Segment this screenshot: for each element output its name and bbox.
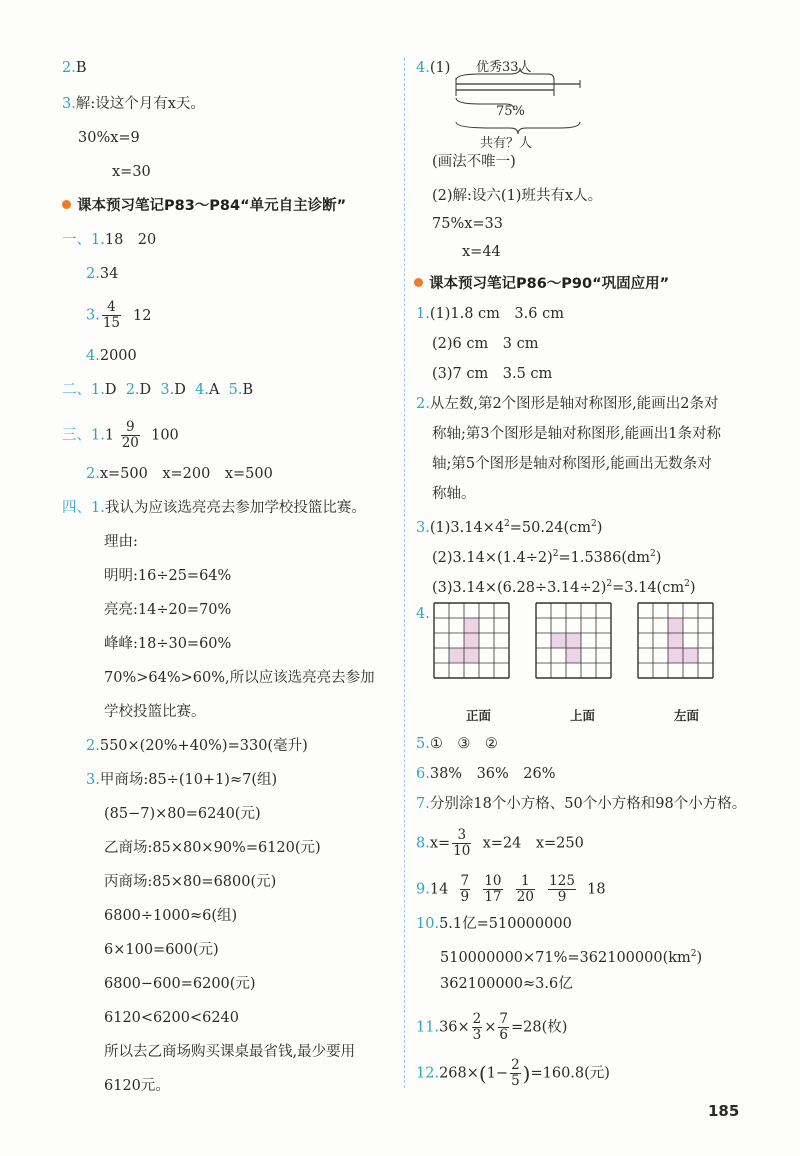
bullet-dot xyxy=(62,200,71,209)
fraction: $\frac{3}{10}$ xyxy=(453,827,471,859)
shaded-cell xyxy=(464,648,479,663)
front-view-grid xyxy=(434,603,509,678)
answer-line: (2)解:设六(1)班共有x人。 xyxy=(432,188,603,204)
answer-line: 所以去乙商场购买课桌最省钱,最少要用 xyxy=(104,1044,356,1060)
answer-line: $3.(1)3.14\times 4^2=50.24(cm^2)$ xyxy=(416,519,603,536)
answer-line: 6800÷1000≈6(组) xyxy=(104,908,238,924)
answer-line: 称轴。 xyxy=(432,486,476,502)
answer-line: 四、1.我认为应该选亮亮去参加学校投篮比赛。 xyxy=(62,500,366,516)
answer-line: $(3)3.14\times(6.28\div 3.14\div 2)^2=3.14(cm^2)$ xyxy=(432,579,696,596)
answer-line: 11.36× $\frac{2}{3}$ × $\frac{7}{6}$ =28(枚) xyxy=(416,1011,568,1043)
answer-line: 1.(1)1.8 cm 3.6 cm xyxy=(416,306,564,322)
diagram-bottom-label: 共有？人 xyxy=(480,136,533,151)
answer-line: 6120<6200<6240 xyxy=(104,1010,240,1026)
top-view-label: 上面 xyxy=(570,708,596,723)
answer-line: 2.x=500 x=200 x=500 xyxy=(86,466,273,482)
shaded-cell xyxy=(464,633,479,648)
answer-line: 3. $\frac{4}{15}$ 12 xyxy=(86,299,152,331)
answer-line: x=44 xyxy=(462,244,501,260)
answer-line: 二、1.D 2.D 3.D 4.A 5.B xyxy=(62,382,254,398)
answer-line: 三、1.1 $\frac{9}{20}$ 100 xyxy=(62,419,179,451)
answer-line: 明明:16÷25=64% xyxy=(104,568,232,584)
section-header: 课本预习笔记P83～P84“单元自主诊断” xyxy=(62,196,346,216)
answer-line: $510000000\times 71\%=362100000(km^2)$ xyxy=(440,949,703,966)
answer-line: 8.x= $\frac{3}{10}$ x=24 x=250 xyxy=(416,827,584,859)
answer-line: 4.2000 xyxy=(86,348,137,364)
bullet-dot xyxy=(414,278,423,287)
answer-line: 6×100=600(元) xyxy=(104,942,219,958)
fraction: $\frac{2}{5}$ xyxy=(511,1057,520,1089)
answer-line: 2.550×(20%+40%)=330(毫升) xyxy=(86,738,308,754)
answer-line: 3.解:设这个月有x天。 xyxy=(62,96,205,112)
answer-line: 理由: xyxy=(104,534,138,550)
answer-line: 丙商场:85×80=6800(元) xyxy=(104,874,277,890)
answer-line: 7.分别涂18个小方格、50个小方格和98个小方格。 xyxy=(416,796,747,812)
answer-line: 30%x=9 xyxy=(78,130,140,146)
fraction: $\frac{1}{20}$ xyxy=(516,873,534,905)
answer-line: (2)6 cm 3 cm xyxy=(432,336,539,352)
line-segment-diagram xyxy=(450,56,590,156)
answer-line: 峰峰:18÷30=60% xyxy=(104,636,232,652)
answer-line: 乙商场:85×80×90%=6120(元) xyxy=(104,840,321,856)
answer-line: x=30 xyxy=(112,164,151,180)
answer-line: 5.① ③ ② xyxy=(416,736,498,752)
shaded-cell xyxy=(449,648,464,663)
answer-line: 亮亮:14÷20=70% xyxy=(104,602,232,618)
shaded-cell xyxy=(668,633,683,648)
column-divider xyxy=(404,58,405,1088)
answer-line: 362100000≈3.6亿 xyxy=(440,976,573,992)
shaded-cell xyxy=(551,633,566,648)
fraction: $\frac{7}{6}$ xyxy=(499,1011,509,1043)
answer-line: (85−7)×80=6240(元) xyxy=(104,806,261,822)
fraction: $\frac{9}{20}$ xyxy=(121,419,139,451)
shaded-cell xyxy=(464,618,479,633)
fraction: $\frac{125}{9}$ xyxy=(549,873,575,905)
left-view-grid xyxy=(638,603,713,678)
page-number: 185 xyxy=(708,1102,740,1120)
answer-line: 75%x=33 xyxy=(432,216,504,232)
fraction: $\frac{4}{15}$ xyxy=(102,299,121,331)
answer-line: 称轴;第3个图形是轴对称图形,能画出1条对称 xyxy=(432,426,721,442)
fraction: $\frac{7}{9}$ xyxy=(460,873,470,905)
front-view-label: 正面 xyxy=(466,708,492,723)
shaded-cell xyxy=(668,618,683,633)
top-view-grid xyxy=(536,603,611,678)
answer-line: 一、1.18 20 xyxy=(62,232,157,248)
left-view-label: 左面 xyxy=(674,708,700,723)
answer-line: 4.(1) xyxy=(416,60,451,76)
answer-line: (3)7 cm 3.5 cm xyxy=(432,366,553,382)
fraction: $\frac{10}{17}$ xyxy=(484,873,502,905)
answer-line: 6.38% 36% 26% xyxy=(416,766,556,782)
diagram-top-label: 优秀33人 xyxy=(476,60,532,75)
answer-line: 4. xyxy=(416,606,430,622)
answer-line: 轴;第5个图形是轴对称图形,能画出无数条对 xyxy=(432,456,712,472)
answer-line: 学校投篮比赛。 xyxy=(104,704,206,720)
answer-line: 6120元。 xyxy=(104,1078,170,1094)
answer-line: 10.5.1亿=510000000 xyxy=(416,916,572,932)
answer-line: 9.14 $\frac{7}{9}$ $\frac{10}{17}$ $\frac{1}{20}$ $\frac{125}{9}$ 18 xyxy=(416,873,606,905)
diagram-percent-label: 75% xyxy=(496,104,525,119)
answer-line: 2.34 xyxy=(86,266,119,282)
answer-line: 2.B xyxy=(62,60,87,76)
section-header: 课本预习笔记P86～P90“巩固应用” xyxy=(414,274,669,294)
view-grids xyxy=(430,600,750,700)
fraction: $\frac{2}{3}$ xyxy=(472,1011,482,1043)
answer-line: (画法不唯一) xyxy=(432,154,516,170)
shaded-cell xyxy=(683,648,698,663)
answer-line: 12.268×(1− $\frac{2}{5}$ )=160.8(元) xyxy=(416,1057,610,1089)
answer-line: $(2)3.14\times(1.4\div 2)^2=1.5386(dm^2)$ xyxy=(432,549,662,566)
shaded-cell xyxy=(566,633,581,648)
shaded-cell xyxy=(566,648,581,663)
answer-line: 2.从左数,第2个图形是轴对称图形,能画出2条对 xyxy=(416,396,719,412)
answer-line: 70%>64%>60%,所以应该选亮亮去参加 xyxy=(104,670,375,686)
shaded-cell xyxy=(668,648,683,663)
answer-line: 6800−600=6200(元) xyxy=(104,976,256,992)
answer-line: 3.甲商场:85÷(10+1)≈7(组) xyxy=(86,772,278,788)
